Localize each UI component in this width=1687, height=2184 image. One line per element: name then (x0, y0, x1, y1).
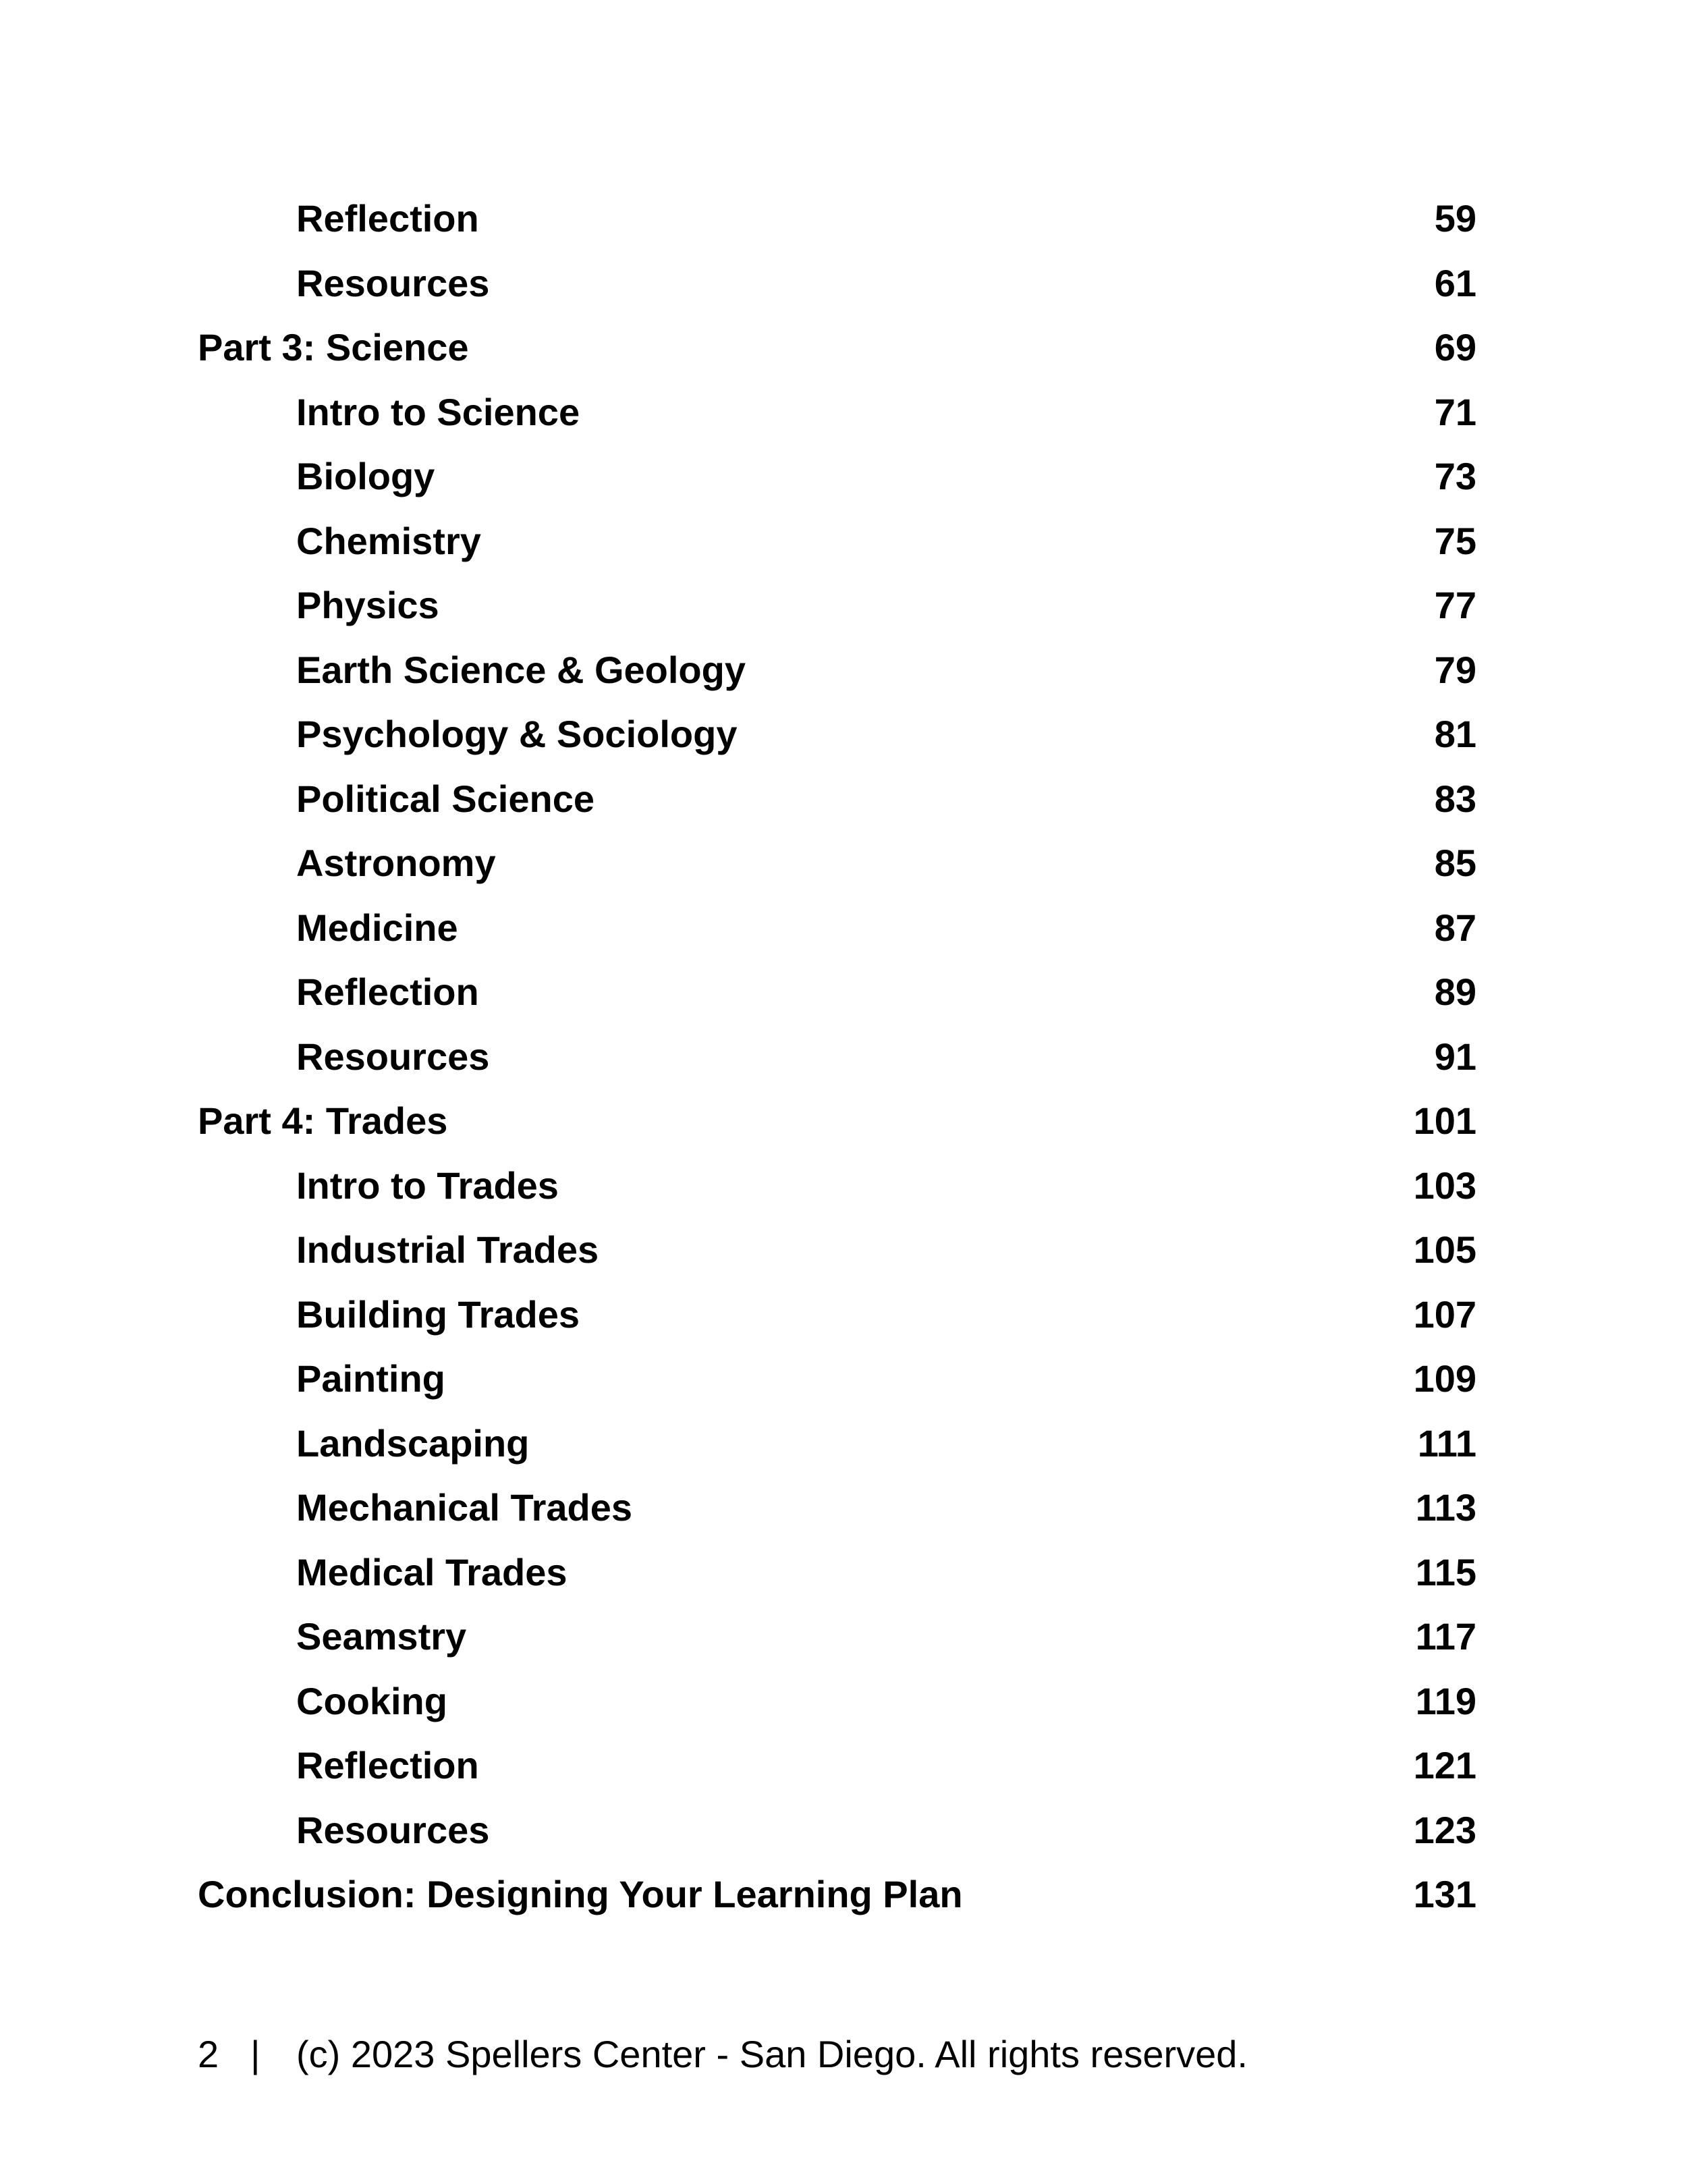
toc-entry[interactable] (0, 1292, 1687, 1361)
toc-entry-page: 71 (1434, 390, 1476, 433)
toc-entry-title: Intro to Science (296, 390, 580, 433)
footer-separator: | (250, 2033, 260, 2075)
toc-entry[interactable] (0, 261, 1687, 329)
toc-entry-page: 77 (1434, 584, 1476, 626)
toc-entry[interactable] (0, 777, 1687, 845)
toc-entry[interactable] (0, 197, 1687, 265)
toc-entry-title: Earth Science & Geology (296, 648, 746, 691)
footer-copyright: (c) 2023 Spellers Center - San Diego. All rights reserved. (296, 2033, 1248, 2075)
footer-page-number: 2 (198, 2033, 219, 2075)
toc-entry[interactable] (0, 715, 1687, 780)
toc-entry[interactable] (0, 1744, 1687, 1811)
toc-entry-page: 89 (1434, 971, 1476, 1013)
toc-entry-title: Medicine (296, 906, 458, 949)
toc-entry-page: 81 (1434, 713, 1476, 755)
toc-entry-title: Industrial Trades (296, 1228, 599, 1271)
toc-entry[interactable] (0, 906, 1687, 974)
toc-entry-page: 131 (1413, 1873, 1476, 1915)
toc-entry-title: Reflection (296, 1744, 479, 1786)
toc-entry[interactable] (0, 1808, 1687, 1876)
toc-entry[interactable] (0, 1679, 1687, 1747)
toc-entry-title: Physics (296, 584, 439, 626)
toc-entry[interactable] (0, 390, 1687, 458)
toc-entry[interactable] (0, 648, 1687, 716)
toc-entry[interactable] (0, 1035, 1687, 1103)
toc-entry-page: 79 (1434, 648, 1476, 691)
toc-entry-title: Building Trades (296, 1292, 580, 1336)
toc-entry[interactable] (0, 1421, 1687, 1490)
toc-entry-page: 105 (1413, 1228, 1476, 1271)
toc-entry-page: 103 (1413, 1164, 1476, 1207)
toc-entry[interactable] (0, 1486, 1687, 1554)
toc-entry-title: Intro to Trades (296, 1164, 559, 1207)
toc-entry-title: Part 3: Science (198, 326, 469, 368)
toc-entry-title: Landscaping (296, 1421, 530, 1465)
toc-entry-page: 115 (1415, 1550, 1476, 1593)
toc-entry-page: 111 (1417, 1421, 1476, 1465)
toc-entry-page: 59 (1434, 197, 1476, 240)
toc-entry-title: Medical Trades (296, 1550, 568, 1593)
toc-entry[interactable] (0, 1164, 1687, 1232)
toc-entry-page: 107 (1413, 1292, 1476, 1336)
toc-entry-page: 119 (1415, 1679, 1476, 1722)
toc-part-heading[interactable] (0, 326, 1687, 393)
toc-entry-page: 73 (1434, 455, 1476, 497)
toc-entry-page: 101 (1413, 1099, 1476, 1142)
toc-entry-title: Reflection (296, 197, 479, 240)
toc-entry-page: 123 (1413, 1808, 1476, 1851)
toc-entry-page: 87 (1434, 906, 1476, 949)
toc-entry-page: 75 (1434, 519, 1476, 562)
toc-entry-page: 91 (1434, 1035, 1476, 1078)
toc-entry-page: 83 (1434, 777, 1476, 820)
toc-entry-title: Reflection (296, 971, 479, 1013)
toc-entry-title: Seamstry (296, 1615, 467, 1658)
toc-entry-title: Part 4: Trades (198, 1099, 448, 1142)
toc-entry-page: 61 (1434, 261, 1476, 304)
toc-entry-page: 85 (1434, 842, 1476, 884)
toc-entry-title: Conclusion: Designing Your Learning Plan (198, 1873, 963, 1915)
toc-entry-title: Resources (296, 1808, 490, 1851)
toc-entry-title: Chemistry (296, 519, 481, 562)
toc-entry[interactable] (0, 1550, 1687, 1618)
toc-entry-page: 109 (1413, 1357, 1476, 1400)
toc-entry[interactable] (0, 973, 1687, 1038)
toc-entry[interactable] (0, 455, 1687, 522)
toc-entry[interactable] (0, 519, 1687, 587)
toc-part-heading[interactable] (0, 1099, 1687, 1167)
toc-entry-title: Mechanical Trades (296, 1486, 633, 1529)
toc-entry-title: Political Science (296, 777, 594, 820)
toc-entry-page: 121 (1413, 1744, 1476, 1786)
toc-entry[interactable] (0, 1615, 1687, 1683)
toc-entry-title: Painting (296, 1357, 445, 1400)
toc-entry-title: Psychology & Sociology (296, 713, 738, 755)
toc-entry[interactable] (0, 844, 1687, 909)
toc-conclusion-heading[interactable] (0, 1873, 1687, 1940)
toc-entry-page: 69 (1434, 326, 1476, 368)
toc-entry-title: Resources (296, 1035, 490, 1078)
toc-entry-page: 113 (1415, 1486, 1476, 1529)
toc-entry[interactable] (0, 586, 1687, 651)
toc-entry-title: Cooking (296, 1679, 447, 1722)
toc-entry-page: 117 (1415, 1615, 1476, 1658)
toc-entry-title: Astronomy (296, 842, 496, 884)
table-of-contents (0, 197, 1687, 1940)
toc-entry[interactable] (0, 1228, 1687, 1296)
toc-entry-title: Biology (296, 455, 435, 497)
toc-entry-title: Resources (296, 261, 490, 304)
toc-entry[interactable] (0, 1357, 1687, 1425)
